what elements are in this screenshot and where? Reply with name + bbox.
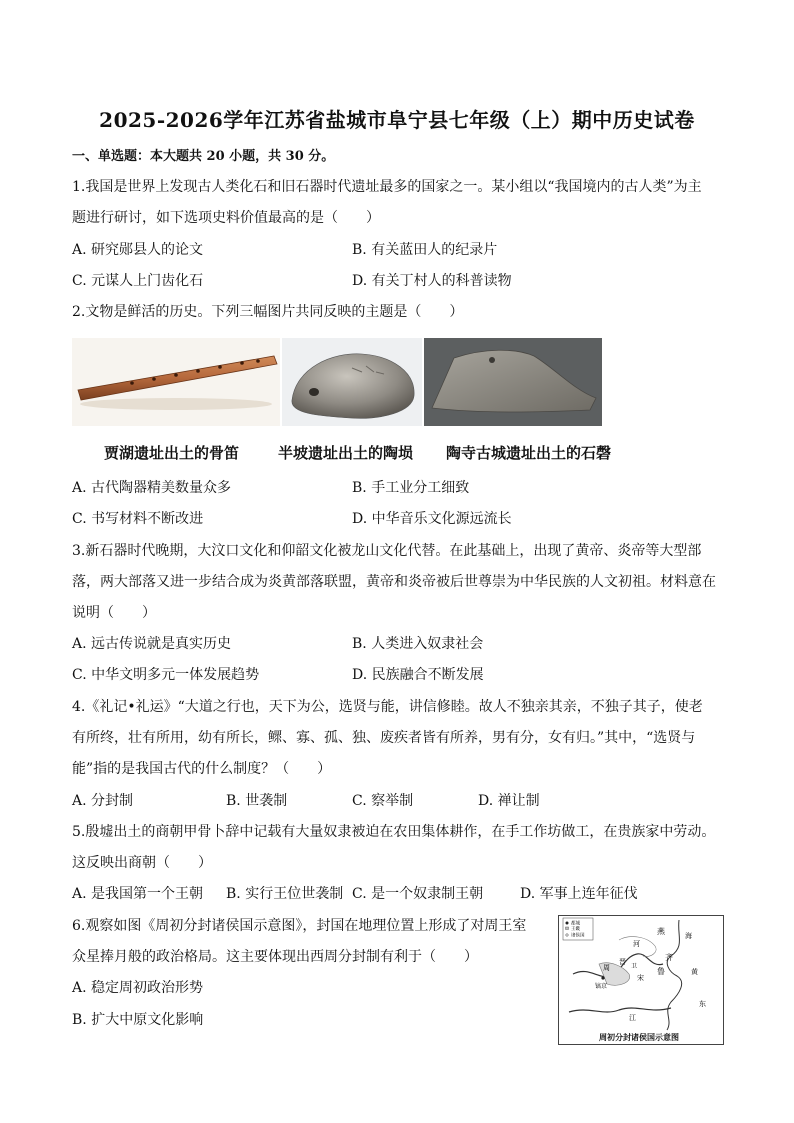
section-heading: 一、单选题：本大题共 20 小题，共 30 分。 (72, 149, 335, 164)
clay-xun-drawing (282, 338, 422, 426)
map-label-river: 河 (633, 940, 640, 948)
map-capital-marker (601, 976, 604, 979)
map-label-lu: 鲁 (657, 967, 665, 976)
map-label-east: 东 (699, 1000, 706, 1008)
bone-flute-image (72, 338, 280, 426)
clay-xun-image (282, 338, 422, 426)
caption-clay-xun: 半坡遗址出土的陶埙 (278, 444, 414, 462)
q1-option-b[interactable]: B. 有关蓝田人的纪录片 (352, 242, 498, 258)
q5-stem-line1: 5.殷墟出土的商朝甲骨卜辞中记载有大量奴隶被迫在农田集体耕作，在手工作坊做工，在贵族家中劳动。 (72, 824, 716, 840)
q6-stem-line1: 6.观察如图《周初分封诸侯国示意图》，封国在地理位置上形成了对周王室 (72, 918, 527, 934)
map-label-sea: 海 (685, 932, 692, 940)
map-caption: 周初分封诸侯国示意图 (599, 1032, 679, 1042)
legend-capital-icon (566, 922, 569, 925)
map-label-song: 宋 (637, 974, 644, 982)
legend-domain-icon (566, 927, 569, 930)
q4-option-d[interactable]: D. 禅让制 (478, 793, 540, 809)
q5-stem-line2: 这反映出商朝（ ） (72, 855, 212, 871)
q4-stem-line1: 4.《礼记•礼运》“大道之行也，天下为公，选贤与能，讲信修睦。故人不独亲其亲，不独子其子，使老 (72, 699, 703, 715)
q5-option-c[interactable]: C. 是一个奴隶制王朝 (352, 886, 484, 902)
q2-option-a[interactable]: A. 古代陶器精美数量众多 (72, 480, 232, 496)
map-label-haojing: 镐京 (595, 983, 608, 990)
q4-option-a[interactable]: A. 分封制 (72, 793, 134, 809)
q3-option-a[interactable]: A. 远古传说就是真实历史 (72, 636, 232, 652)
map-label-yellow-sea: 黄 (691, 968, 698, 976)
q5-option-a[interactable]: A. 是我国第一个王朝 (72, 886, 204, 902)
legend-label-domain: 王畿 (571, 927, 580, 932)
q1-stem-line2: 题进行研讨，如下选项史料价值最高的是（ ） (72, 210, 380, 226)
map-label-qi: 齐 (665, 953, 673, 962)
q3-stem-line2: 落，两大部落又进一步结合成为炎黄部落联盟，黄帝和炎帝被后世尊崇为中华民族的人文初祖。材料意在 (72, 574, 716, 590)
caption-bone-flute: 贾湖遗址出土的骨笛 (104, 444, 240, 462)
stone-chime-drawing (424, 338, 602, 426)
stone-chime-image (424, 338, 602, 426)
q3-option-b[interactable]: B. 人类进入奴隶社会 (352, 636, 484, 652)
q3-option-d[interactable]: D. 民族融合不断发展 (352, 667, 484, 683)
map-label-wei: 卫 (631, 963, 638, 970)
q1-option-a[interactable]: A. 研究郧县人的论文 (72, 242, 204, 258)
q4-stem-line2: 有所终，壮有所用，幼有所长，鳏、寡、孤、独、废疾者皆有所养，男有分，女有归。”其中，“选贤与 (72, 730, 696, 746)
map-drawing (559, 916, 723, 1032)
q2-option-d[interactable]: D. 中华音乐文化源远流长 (352, 511, 512, 527)
q3-stem-line1: 3.新石器时代晚期，大汶口文化和仰韶文化被龙山文化代替。在此基础上，出现了黄帝、炎帝等大型部 (72, 543, 702, 559)
q5-option-d[interactable]: D. 军事上连年征伐 (520, 886, 638, 902)
q2-option-c[interactable]: C. 书写材料不断改进 (72, 511, 204, 527)
q4-stem-line3: 能”指的是我国古代的什么制度？（ ） (72, 761, 332, 777)
q2-stem-line1: 2.文物是鲜活的历史。下列三幅图片共同反映的主题是（ ） (72, 304, 464, 320)
q2-option-b[interactable]: B. 手工业分工细致 (352, 480, 470, 496)
q3-option-c[interactable]: C. 中华文明多元一体发展趋势 (72, 667, 260, 683)
map-label-jin: 晋 (619, 958, 626, 966)
q6-stem-line2: 众星捧月般的政治格局。这主要体现出西周分封制有利于（ ） (72, 949, 478, 965)
legend-label-capital: 都城 (571, 921, 580, 927)
q3-stem-line3: 说明（ ） (72, 605, 156, 621)
q5-option-b[interactable]: B. 实行王位世袭制 (226, 886, 344, 902)
q4-option-c[interactable]: C. 察举制 (352, 793, 414, 809)
q4-option-b[interactable]: B. 世袭制 (226, 793, 288, 809)
caption-stone-chime: 陶寺古城遗址出土的石磬 (446, 444, 612, 462)
bone-flute-drawing (72, 338, 280, 426)
q1-option-d[interactable]: D. 有关丁村人的科普读物 (352, 273, 512, 289)
q1-option-c[interactable]: C. 元谋人上门齿化石 (72, 273, 204, 289)
map-label-yan: 燕 (657, 927, 665, 936)
zhou-feudal-map (558, 915, 724, 1045)
exam-title: 2025-2026学年江苏省盐城市阜宁县七年级（上）期中历史试卷 (99, 108, 695, 132)
map-label-zhou: 周 (603, 964, 610, 972)
map-label-yangtze: 江 (629, 1014, 636, 1022)
q6-option-a[interactable]: A. 稳定周初政治形势 (72, 980, 204, 996)
q6-option-b[interactable]: B. 扩大中原文化影响 (72, 1012, 204, 1028)
q1-stem-line1: 1.我国是世界上发现古人类化石和旧石器时代遗址最多的国家之一。某小组以“我国境内的古人类”为主 (72, 179, 702, 195)
legend-label-states: 诸侯国 (571, 933, 585, 939)
